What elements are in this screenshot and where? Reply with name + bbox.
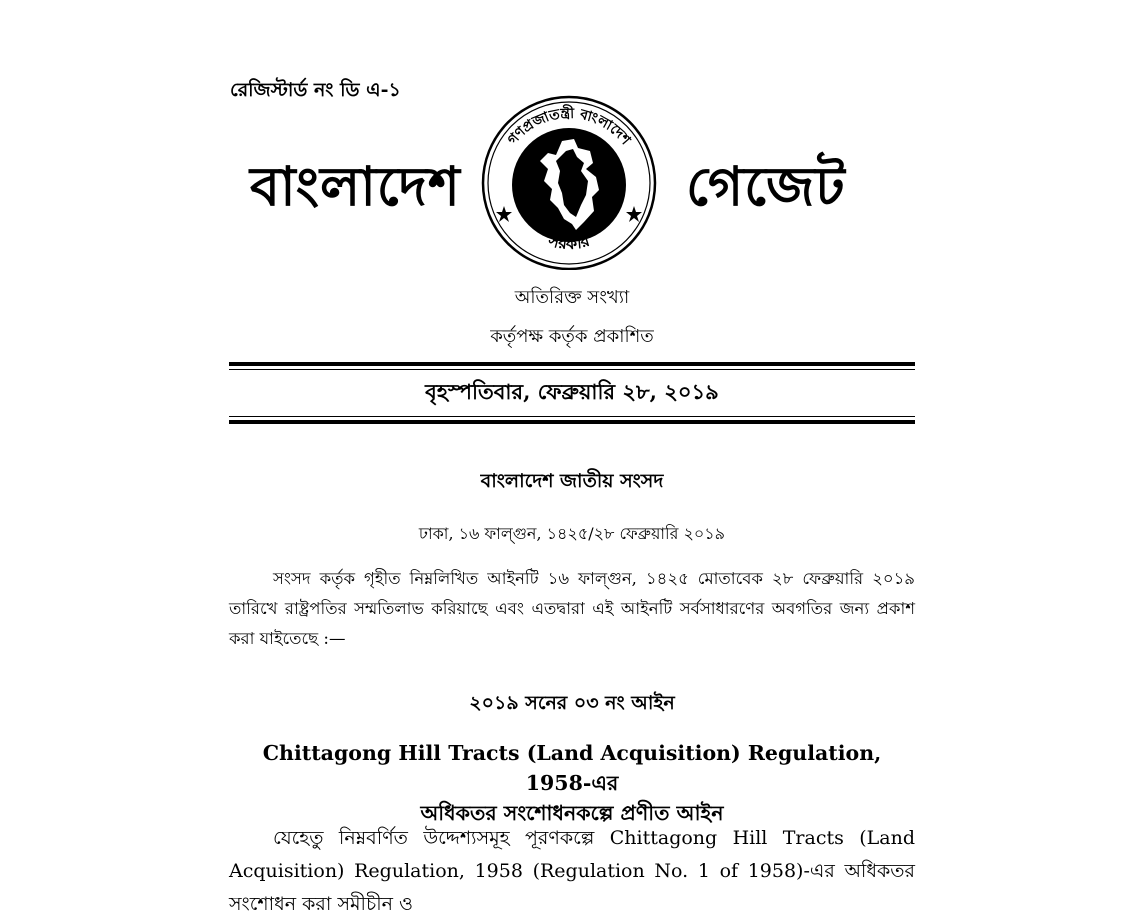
act-title-line1: Chittagong Hill Tracts (Land Acquisition) Regulation, 1958-এর [262,741,882,795]
gazette-title-right: গেজেট [686,154,846,218]
seal-top-text: গণপ্রজাতন্ত্রী বাংলাদেশ [504,105,634,149]
gazette-title-left: বাংলাদেশ [250,154,461,218]
header-rule-thick-top [229,362,915,366]
parliament-heading: বাংলাদেশ জাতীয় সংসদ [480,470,664,492]
place-date-line: ঢাকা, ১৬ ফাল্গুন, ১৪২৫/২৮ ফেব্রুয়ারি ২০১৯ [418,524,726,543]
intro-paragraph [229,564,915,654]
registration-number: রেজিস্টার্ড নং ডি এ-১ [230,79,401,101]
act-title-line2: অধিকতর সংশোধনকল্পে প্রণীত আইন [420,801,724,825]
seal-star-right [626,206,642,222]
act-number: ২০১৯ সনের ০৩ নং আইন [469,692,675,714]
act-title [229,738,915,828]
preamble-text: যেহেতু নিম্নবর্ণিত উদ্দেশ্যসমূহ পূরণকল্পে Chittagong Hill Tracts (Land Acquisition) Regulation, 1958 (Regulation No. 1 of 1958)-এর অধিকতর সংশোধন করা সমীচীন ও [229,827,915,915]
issue-date: বৃহস্পতিবার, ফেব্রুয়ারি ২৮, ২০১৯ [425,379,719,404]
government-seal [478,95,660,270]
intro-paragraph-text: সংসদ কর্তৃক গৃহীত নিম্নলিখিত আইনটি ১৬ ফাল্গুন, ১৪২৫ মোতাবেক ২৮ ফেব্রুয়ারি ২০১৯ তারিখে রাষ্ট্রপতির সম্মতিলাভ করিয়াছে এবং এতদ্বারা এই আইনটি সর্বসাধারণের অবগতির জন্য প্রকাশ করা যাইতেছে :— [229,569,915,648]
header-rule-thin-top [229,369,915,370]
header-rule-thick-bottom [229,420,915,424]
published-by-label: কর্তৃপক্ষ কর্তৃক প্রকাশিত [490,326,654,347]
seal-star-left [496,206,512,222]
extra-issue-label: অতিরিক্ত সংখ্যা [514,287,630,308]
header-rule-thin-bottom [229,416,915,417]
preamble-paragraph [229,822,915,921]
seal-bottom-text: সরকার [546,230,592,254]
